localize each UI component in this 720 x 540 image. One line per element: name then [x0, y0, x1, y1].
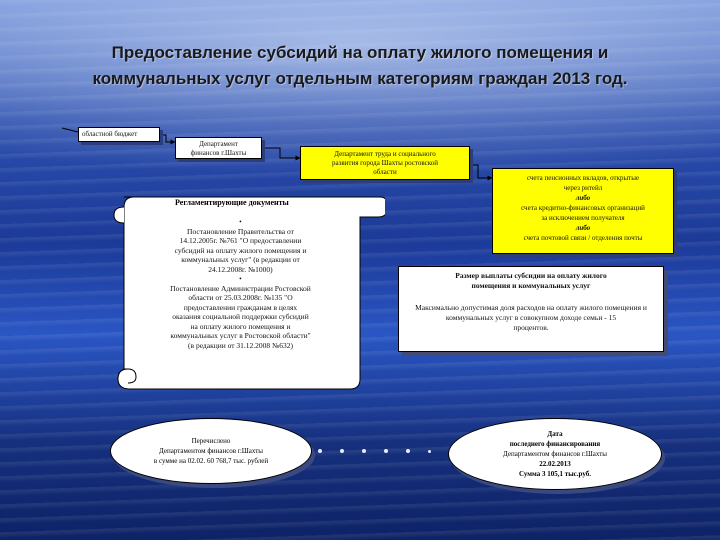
subsidy-text-line-1: Максимально допустимая доля расходов на оплату жилого помещения и: [415, 303, 647, 312]
recipients-line-4: за исключением получателя: [541, 214, 625, 222]
recipients-or-2: либо: [575, 224, 591, 232]
doc2-line-6: коммунальных услуг в Ростовской области": [170, 331, 311, 340]
recipients-line-2: через ритейл: [563, 184, 603, 192]
doc1-line-3: субсидий на оплату жилого помещения и: [174, 245, 307, 255]
transferred-line-3: в сумме на 02.02. 60 768,7 тыс. рублей: [153, 457, 269, 465]
last-funding-line-2: последнего финансирования: [509, 440, 601, 448]
regional-budget-label: областной бюджет: [82, 130, 138, 138]
doc1-line-2: 14.12.2005г. №761 "О предоставлении: [179, 236, 302, 245]
finance-dept-line-1: Департамент: [199, 140, 238, 148]
transferred-ellipse: [110, 418, 312, 484]
regulations-text: [128, 217, 353, 350]
subsidy-size-box: [398, 266, 664, 352]
connector-labor-recipients: [470, 165, 492, 178]
doc2-line-2: области от 25.03.2008г. №135 "О: [188, 293, 293, 302]
last-funding-line-1: Дата: [547, 430, 563, 438]
connector-budget-finance: [158, 135, 175, 142]
dot: [362, 449, 366, 453]
dot: [340, 449, 344, 453]
recipients-line-1: счета пенсионных вкладов, открытые: [526, 174, 640, 182]
labor-dept-line-3: области: [373, 168, 397, 176]
regional-budget-box: [78, 127, 160, 142]
title-line-1: Предоставление субсидий на оплату жилого помещения и: [111, 43, 609, 62]
dot: [428, 450, 431, 453]
doc2-line-1: Постановление Администрации Ростовской: [170, 283, 311, 293]
subsidy-heading-line-2: помещения и коммунальных услуг: [471, 281, 591, 290]
last-funding-ellipse: [448, 418, 662, 490]
dot: [318, 449, 322, 453]
finance-dept-line-2: финансов г.Шахты: [190, 149, 247, 157]
recipients-line-3: счета кредитно-финансовых организаций: [521, 204, 645, 212]
subsidy-text: [405, 303, 657, 333]
labor-dept-box: [300, 146, 470, 180]
regulations-scroll: [110, 193, 385, 393]
connector-finance-labor: [262, 148, 300, 158]
last-funding-line-5: Сумма 3 105,1 тыс.руб.: [519, 470, 591, 478]
finance-dept-box: [175, 137, 262, 159]
connector-start: [62, 128, 78, 132]
doc2-line-5: на оплату жилого помещения и: [190, 321, 291, 331]
subsidy-heading: [405, 271, 657, 291]
doc2-line-3: предоставлении гражданам в целях: [183, 302, 298, 312]
bullet-1: •: [239, 217, 242, 226]
labor-dept-line-1: Департамент труда и социального: [334, 150, 436, 158]
subsidy-heading-line-1: Размер выплаты субсидии на оплату жилого: [455, 271, 607, 280]
labor-dept-line-2: развития города Шахты ростовской: [331, 159, 439, 167]
recipients-line-5: счета почтовой связи / отделения почты: [523, 234, 643, 242]
doc1-line-5: 24.12.2008г. №1000): [208, 264, 273, 274]
regulations-heading: Регламентирующие документы: [175, 198, 289, 207]
doc2-line-7: (в редакции от 31.12.2008 №632): [188, 340, 293, 350]
doc1-line-4: коммунальных услуг" (в редакции от: [181, 255, 300, 264]
dot: [406, 449, 410, 453]
doc1-line-1: Постановление Правительства от: [187, 226, 294, 236]
transferred-line-1: Перечислено: [191, 437, 231, 445]
last-funding-line-3: Департаментом финансов г.Шахты: [503, 450, 607, 458]
last-funding-line-4: 22.02.2013: [539, 460, 571, 468]
title-line-2: коммунальных услуг отдельным категориям граждан 2013 год.: [92, 69, 628, 88]
recipients-box: [492, 168, 674, 254]
transferred-line-2: Департаментом финансов г.Шахты: [159, 447, 263, 455]
recipients-or-1: либо: [575, 194, 591, 202]
bullet-2: •: [239, 274, 242, 283]
subsidy-text-line-3: процентов.: [513, 323, 549, 332]
dot: [384, 449, 388, 453]
subsidy-text-line-2: коммунальных услуг в совокупном доходе семьи - 15: [445, 313, 617, 322]
doc2-line-4: оказания социальной поддержки субсидий: [172, 312, 309, 321]
